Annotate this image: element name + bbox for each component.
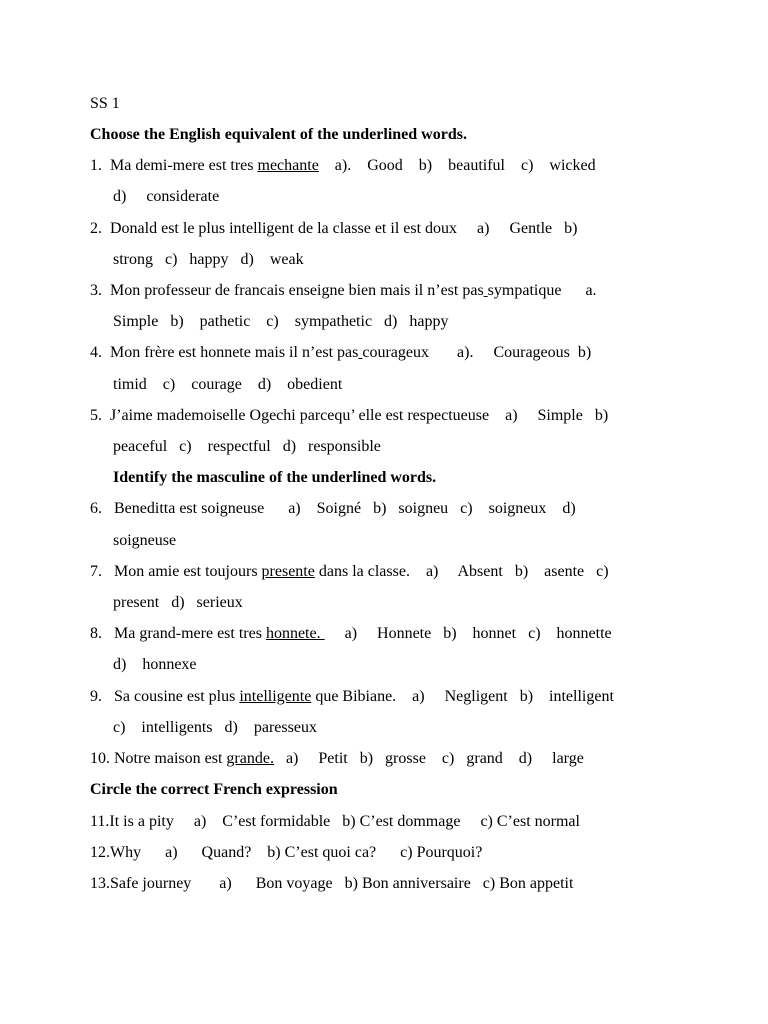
question-text-pre: Ma grand-mere est tres bbox=[110, 625, 266, 642]
question-number: 3. bbox=[90, 282, 102, 299]
question-10 bbox=[90, 749, 584, 769]
question-7-continued: present d) serieux bbox=[113, 594, 243, 611]
question-11 bbox=[90, 812, 580, 832]
question-text-pre: Notre maison est bbox=[110, 750, 227, 767]
underlined-word: intelligente bbox=[239, 688, 312, 705]
question-3 bbox=[90, 281, 597, 301]
question-options: dans la classe. a) Absent b) asente c) bbox=[314, 563, 609, 580]
question-3-continued: Simple b) pathetic c) sympathetic d) happy bbox=[113, 313, 449, 330]
question-8-continued: d) honnexe bbox=[113, 656, 197, 673]
question-number: 9. bbox=[90, 688, 102, 705]
question-9 bbox=[90, 687, 614, 707]
underlined-word: presente bbox=[261, 563, 315, 580]
question-5 bbox=[90, 406, 608, 426]
underlined-word: honnete. bbox=[265, 625, 325, 642]
question-number: 7. bbox=[90, 563, 102, 580]
question-options: courageux a). Courageous b) bbox=[362, 344, 592, 361]
question-4-continued: timid c) courage d) obedient bbox=[113, 376, 343, 393]
underlined-word: grande. bbox=[226, 750, 274, 767]
question-1-continued: d) considerate bbox=[113, 188, 220, 205]
question-options: sympatique a. bbox=[487, 282, 597, 299]
question-text: Donald est le plus intelligent de la classe et il est doux a) Gentle b) bbox=[110, 220, 578, 237]
question-text-pre: Sa cousine est plus bbox=[110, 688, 240, 705]
question-2-continued: strong c) happy d) weak bbox=[113, 251, 304, 268]
question-number: 5. bbox=[90, 407, 102, 424]
question-text: Safe journey a) Bon voyage b) Bon anniversaire c) Bon appetit bbox=[110, 875, 574, 892]
question-13 bbox=[90, 874, 573, 894]
question-number: 8. bbox=[90, 625, 102, 642]
question-4 bbox=[90, 343, 591, 363]
question-number: 11. bbox=[90, 813, 110, 830]
question-number: 2. bbox=[90, 220, 102, 237]
question-text: Why a) Quand? b) C’est quoi ca? c) Pourquoi? bbox=[110, 844, 483, 861]
question-text-pre: Mon amie est toujours bbox=[110, 563, 262, 580]
question-text: It is a pity a) C’est formidable b) C’est dommage c) C’est normal bbox=[109, 813, 580, 830]
question-options: que Bibiane. a) Negligent b) intelligent bbox=[311, 688, 614, 705]
question-options: a) Honnete b) honnet c) honnette bbox=[324, 625, 612, 642]
class-label: SS 1 bbox=[90, 95, 120, 112]
question-number: 4. bbox=[90, 344, 102, 361]
section-heading-english-equivalent: Choose the English equivalent of the underlined words. bbox=[90, 126, 467, 143]
question-9-continued: c) intelligents d) paresseux bbox=[113, 719, 317, 736]
question-5-continued: peaceful c) respectful d) responsible bbox=[113, 438, 381, 455]
question-text: Beneditta est soigneuse a) Soigné b) soigneu c) soigneux d) bbox=[110, 500, 576, 517]
question-12 bbox=[90, 843, 482, 863]
question-text-pre: Mon professeur de francais enseigne bien mais il n’est pas bbox=[110, 282, 484, 299]
question-8 bbox=[90, 624, 612, 644]
question-number: 12. bbox=[90, 844, 110, 861]
underlined-word: mechante bbox=[257, 157, 319, 174]
question-number: 13. bbox=[90, 875, 110, 892]
question-6 bbox=[90, 499, 576, 519]
question-number: 10. bbox=[90, 750, 110, 767]
section-heading-masculine: Identify the masculine of the underlined words. bbox=[113, 469, 437, 486]
question-text-pre: Ma demi-mere est tres bbox=[110, 157, 258, 174]
question-6-continued: soigneuse bbox=[113, 532, 177, 549]
question-1 bbox=[90, 156, 596, 176]
question-text-pre: Mon frère est honnete mais il n’est pas bbox=[110, 344, 359, 361]
question-options: a). Good b) beautiful c) wicked bbox=[318, 157, 596, 174]
question-options: a) Petit b) grosse c) grand d) large bbox=[273, 750, 584, 767]
question-2 bbox=[90, 219, 577, 239]
question-7 bbox=[90, 562, 609, 582]
question-number: 6. bbox=[90, 500, 102, 517]
question-text: J’aime mademoiselle Ogechi parcequ’ elle est respectueuse a) Simple b) bbox=[110, 407, 609, 424]
question-number: 1. bbox=[90, 157, 102, 174]
section-heading-french-expression: Circle the correct French expression bbox=[90, 781, 338, 798]
